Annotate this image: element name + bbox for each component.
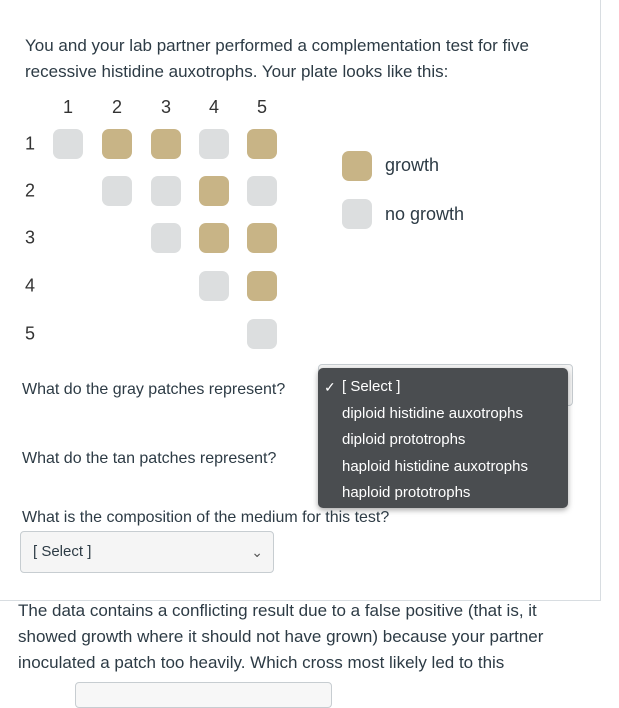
plate-row-label: 3 (24, 227, 36, 248)
no-growth-patch (199, 271, 229, 301)
plate-row-label: 2 (24, 180, 36, 201)
growth-patch (199, 223, 229, 253)
plate-column-label: 1 (62, 97, 74, 117)
dropdown-option-label: diploid prototrophs (342, 431, 466, 448)
plate-column-label: 3 (160, 97, 172, 117)
growth-patch (199, 176, 229, 206)
question-intro: You and your lab partner performed a complementation test for five recessive histidine auxotrophs. Your plate looks like this: (25, 36, 529, 81)
no-growth-patch (102, 176, 132, 206)
legend-growth-swatch (342, 151, 372, 181)
no-growth-patch (247, 176, 277, 206)
q1-label: What do the gray patches represent? (22, 381, 286, 398)
growth-patch (102, 129, 132, 159)
dropdown-option[interactable] (318, 480, 568, 507)
q3-select-value: [ Select ] (33, 543, 92, 560)
no-growth-patch (247, 319, 277, 349)
plate-row-label: 1 (24, 133, 36, 154)
dropdown-option[interactable] (318, 374, 568, 401)
growth-patch (247, 223, 277, 253)
dropdown-option[interactable] (318, 454, 568, 481)
q3-select[interactable] (20, 531, 274, 573)
no-growth-patch (151, 223, 181, 253)
legend-no-growth-label: no growth (385, 204, 465, 224)
no-growth-patch (199, 129, 229, 159)
plate-row-label: 4 (24, 275, 36, 296)
dropdown-option-label: haploid histidine auxotrophs (342, 457, 528, 475)
dropdown-option[interactable] (318, 427, 568, 454)
q4-select[interactable] (75, 682, 332, 708)
no-growth-patch (53, 129, 83, 159)
dropdown-option-label: diploid histidine auxotrophs (342, 404, 523, 422)
plate-column-label: 4 (208, 97, 220, 117)
legend-growth-label: growth (385, 155, 440, 175)
chevron-down-icon: ⌄ (251, 544, 263, 560)
plate-row-label: 5 (24, 323, 36, 344)
q3-label: What is the composition of the medium for this test? (22, 509, 390, 526)
q4-text: The data contains a conflicting result due to a false positive (that is, it showed growth where it should not have grown) because your partner inoculated a patch too heavily. Which cross most likely led to this (18, 601, 544, 672)
dropdown-option[interactable] (318, 401, 568, 428)
check-icon: ✓ (324, 379, 336, 395)
plate-column-label: 2 (111, 97, 123, 117)
q2-label: What do the tan patches represent? (22, 450, 277, 467)
no-growth-patch (151, 176, 181, 206)
dropdown-option-label: haploid prototrophs (342, 484, 471, 501)
growth-patch (247, 271, 277, 301)
q1-dropdown-menu[interactable] (318, 368, 568, 508)
plate-column-label: 5 (256, 97, 268, 117)
growth-patch (151, 129, 181, 159)
legend-no-growth-swatch (342, 199, 372, 229)
dropdown-option-label: [ Select ] (342, 378, 401, 395)
growth-patch (247, 129, 277, 159)
